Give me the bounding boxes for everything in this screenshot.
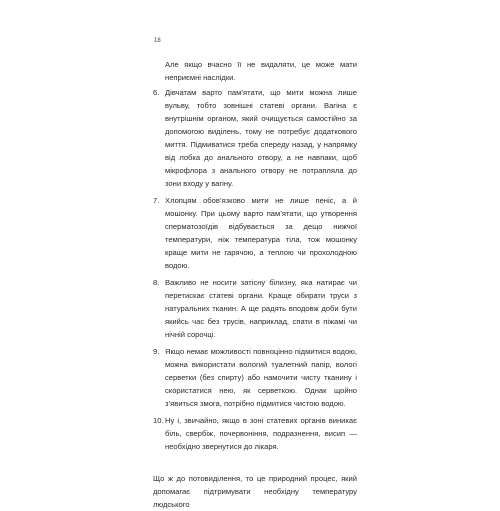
list-item-6 [153, 86, 357, 190]
intro-paragraph: Але якщо вчасно її не видаляти, це може мати неприємні наслідки. [165, 60, 357, 82]
list-item-text: Дівчатам варто пам’ятати, що мити можна лише вульву, тобто зовнішні статеві органи. Вагіна є внутрішнім органом, який очищується самостійно за допомогою виділень, тому не потребує додаткового миття. Підмиватися треба спереду назад, у напрямку від лобка до анального отвору, а не навпаки, щоб мікрофлора з анального отвору не потрапляла до зони входу у вагіну. [165, 88, 357, 188]
list-item-10 [153, 414, 357, 453]
hygiene-list [153, 86, 357, 453]
list-item-text: Хлопцям обов’язково мити не лише пеніс, а й мошонку. При цьому варто пам’ятати, що утворення сперматозоїдів відбувається за дещо нижчої температури, ніж температура тіла, тож мошонку краще мити не гарячою, а теплою чи прохолодною водою. [165, 196, 357, 270]
list-item-9 [153, 345, 357, 410]
list-item-text: Ну і, звичайно, якщо в зоні статевих органів виникає біль, свербіж, почервоніння, подразнення, висип — необхідно звернутися до лікаря. [165, 416, 357, 451]
list-item-text: Якщо немає можливості повноцінно підмитися водою, можна використати вологий туалетний папір, вологі серветки (без спирту) або намочити чисту тканину і скористатися нею, як серветкою. Однак щойно з’явиться змога, потрібно підмитися чистою водою. [165, 347, 357, 408]
list-item-number: 7. [153, 196, 160, 205]
list-item-7 [153, 194, 357, 272]
list-item-number: 9. [153, 347, 160, 356]
list-item-number: 6. [153, 88, 160, 97]
list-item-number: 8. [153, 278, 160, 287]
list-item-8 [153, 276, 357, 341]
page-number: 18 [154, 38, 161, 44]
list-item-number: 10. [153, 416, 164, 425]
final-paragraph: Що ж до потовиділення, то це природний процес, який допомагає підтримувати необхідну температуру людського [153, 474, 357, 509]
list-item-text: Важливо не носити затісну білизну, яка натирає чи перетискає статеві органи. Краще обирати труси з натуральних тканин. А ще радять вподовж доби бути якийсь час без трусів, наприклад, спати в піжамі чи нічній сорочці. [165, 278, 357, 339]
page-content [153, 58, 357, 511]
